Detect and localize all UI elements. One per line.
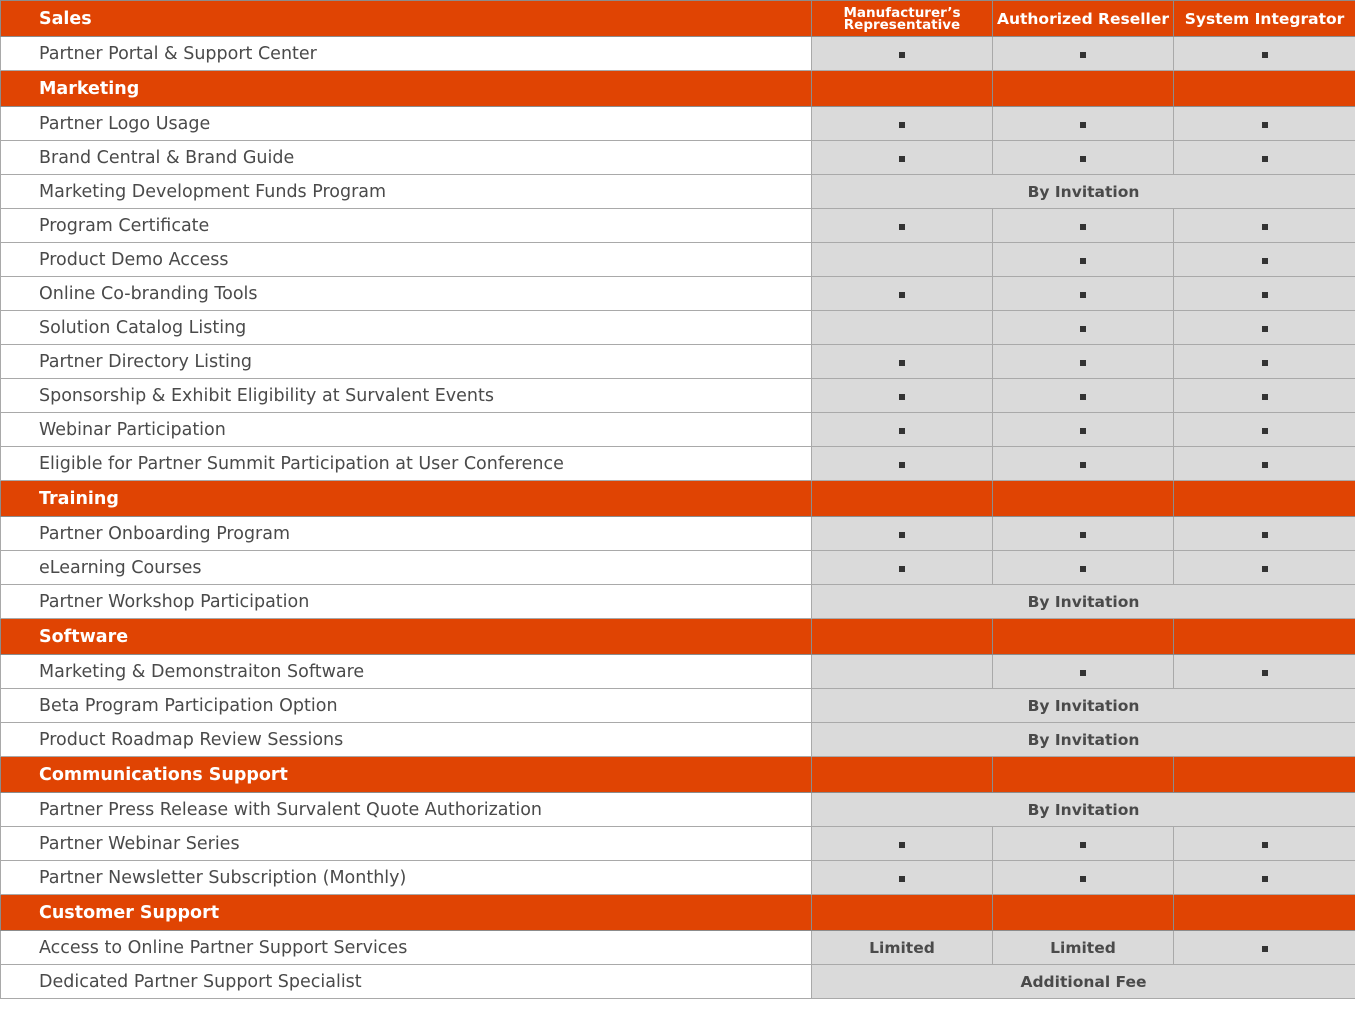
tier-cell-manufacturer-s-representative — [812, 141, 993, 175]
section-title: Communications Support — [1, 757, 812, 793]
tier-cell-authorized-reseller — [993, 517, 1174, 551]
tier-cell-authorized-reseller — [993, 447, 1174, 481]
tier-cell-authorized-reseller — [993, 141, 1174, 175]
included-bullet-icon — [1262, 292, 1268, 298]
tier-cell-manufacturer-s-representative — [812, 37, 993, 71]
tier-cell-system-integrator — [1174, 413, 1355, 447]
feature-label: Partner Newsletter Subscription (Monthly) — [1, 861, 812, 895]
included-bullet-icon — [1080, 292, 1086, 298]
section-row-training — [1, 481, 1355, 517]
availability-note: By Invitation — [1027, 801, 1140, 819]
table-row — [1, 277, 1355, 311]
feature-label: eLearning Courses — [1, 551, 812, 585]
table-row — [1, 517, 1355, 551]
included-bullet-icon — [899, 566, 905, 572]
tier-cell-system-integrator — [1174, 517, 1355, 551]
included-bullet-icon — [1262, 360, 1268, 366]
availability-note: Additional Fee — [1020, 973, 1147, 991]
table-row — [1, 379, 1355, 413]
included-bullet-icon — [1080, 156, 1086, 162]
availability-note-cell — [812, 585, 1355, 619]
tier-cell-manufacturer-s-representative — [812, 931, 993, 965]
table-row — [1, 861, 1355, 895]
section-fill-cell — [1174, 895, 1355, 931]
included-bullet-icon — [899, 532, 905, 538]
section-fill-cell — [812, 619, 993, 655]
included-bullet-icon — [1262, 842, 1268, 848]
included-bullet-icon — [899, 876, 905, 882]
tier-cell-system-integrator — [1174, 37, 1355, 71]
tier-cell-authorized-reseller — [993, 655, 1174, 689]
included-bullet-icon — [1262, 876, 1268, 882]
included-bullet-icon — [1080, 52, 1086, 58]
availability-note-cell — [812, 793, 1355, 827]
feature-label: Sponsorship & Exhibit Eligibility at Survalent Events — [1, 379, 812, 413]
section-row-communications-support — [1, 757, 1355, 793]
feature-label: Partner Webinar Series — [1, 827, 812, 861]
included-bullet-icon — [1080, 224, 1086, 230]
table-row — [1, 931, 1355, 965]
tier-cell-system-integrator — [1174, 243, 1355, 277]
tier-cell-authorized-reseller — [993, 379, 1174, 413]
included-bullet-icon — [899, 842, 905, 848]
section-fill-cell — [993, 757, 1174, 793]
tier-cell-manufacturer-s-representative — [812, 277, 993, 311]
availability-note: By Invitation — [1027, 697, 1140, 715]
included-bullet-icon — [1262, 258, 1268, 264]
column-header-authorized-reseller: Authorized Reseller — [993, 1, 1174, 37]
tier-cell-system-integrator — [1174, 827, 1355, 861]
tier-cell-system-integrator — [1174, 379, 1355, 413]
included-bullet-icon — [1262, 428, 1268, 434]
availability-note: By Invitation — [1027, 593, 1140, 611]
included-bullet-icon — [1080, 122, 1086, 128]
included-bullet-icon — [1262, 462, 1268, 468]
feature-label: Partner Press Release with Survalent Quote Authorization — [1, 793, 812, 827]
table-row — [1, 175, 1355, 209]
tier-cell-system-integrator — [1174, 655, 1355, 689]
tier-cell-system-integrator — [1174, 107, 1355, 141]
feature-label: Eligible for Partner Summit Participation at User Conference — [1, 447, 812, 481]
section-title: Software — [1, 619, 812, 655]
section-fill-cell — [993, 895, 1174, 931]
tier-cell-system-integrator — [1174, 931, 1355, 965]
included-bullet-icon — [1080, 394, 1086, 400]
section-fill-cell — [1174, 619, 1355, 655]
availability-note-cell — [812, 723, 1355, 757]
table-body — [1, 1, 1355, 999]
section-fill-cell — [1174, 481, 1355, 517]
tier-cell-system-integrator — [1174, 311, 1355, 345]
included-bullet-icon — [1080, 566, 1086, 572]
included-bullet-icon — [1262, 394, 1268, 400]
tier-cell-manufacturer-s-representative — [812, 551, 993, 585]
table-row — [1, 345, 1355, 379]
tier-value: Limited — [869, 939, 935, 957]
tier-cell-authorized-reseller — [993, 413, 1174, 447]
tier-cell-manufacturer-s-representative — [812, 311, 993, 345]
included-bullet-icon — [899, 156, 905, 162]
table-row — [1, 585, 1355, 619]
tier-cell-authorized-reseller — [993, 277, 1174, 311]
column-header-system-integrator: System Integrator — [1174, 1, 1355, 37]
table-row — [1, 793, 1355, 827]
feature-label: Marketing Development Funds Program — [1, 175, 812, 209]
section-fill-cell — [1174, 757, 1355, 793]
feature-label: Partner Logo Usage — [1, 107, 812, 141]
included-bullet-icon — [1262, 326, 1268, 332]
table-row — [1, 107, 1355, 141]
feature-label: Dedicated Partner Support Specialist — [1, 965, 812, 999]
tier-cell-authorized-reseller — [993, 37, 1174, 71]
table-row — [1, 413, 1355, 447]
section-title: Customer Support — [1, 895, 812, 931]
table-row — [1, 965, 1355, 999]
feature-label: Product Demo Access — [1, 243, 812, 277]
availability-note-cell — [812, 965, 1355, 999]
tier-cell-manufacturer-s-representative — [812, 107, 993, 141]
table-row — [1, 141, 1355, 175]
feature-label: Partner Directory Listing — [1, 345, 812, 379]
feature-label: Webinar Participation — [1, 413, 812, 447]
section-fill-cell — [812, 481, 993, 517]
feature-label: Solution Catalog Listing — [1, 311, 812, 345]
table-row — [1, 689, 1355, 723]
feature-label: Partner Workshop Participation — [1, 585, 812, 619]
included-bullet-icon — [1262, 156, 1268, 162]
tier-cell-authorized-reseller — [993, 311, 1174, 345]
included-bullet-icon — [1262, 52, 1268, 58]
feature-label: Brand Central & Brand Guide — [1, 141, 812, 175]
included-bullet-icon — [1262, 122, 1268, 128]
included-bullet-icon — [899, 122, 905, 128]
included-bullet-icon — [899, 428, 905, 434]
included-bullet-icon — [899, 394, 905, 400]
tier-cell-system-integrator — [1174, 551, 1355, 585]
tier-cell-authorized-reseller — [993, 107, 1174, 141]
table-row — [1, 655, 1355, 689]
tier-cell-manufacturer-s-representative — [812, 413, 993, 447]
section-fill-cell — [812, 71, 993, 107]
table-row — [1, 37, 1355, 71]
feature-label: Online Co-branding Tools — [1, 277, 812, 311]
included-bullet-icon — [1080, 462, 1086, 468]
section-row-sales — [1, 1, 1355, 37]
tier-cell-manufacturer-s-representative — [812, 209, 993, 243]
section-fill-cell — [993, 481, 1174, 517]
availability-note: By Invitation — [1027, 731, 1140, 749]
tier-cell-system-integrator — [1174, 141, 1355, 175]
feature-label: Marketing & Demonstraiton Software — [1, 655, 812, 689]
section-title: Training — [1, 481, 812, 517]
tier-cell-authorized-reseller — [993, 827, 1174, 861]
included-bullet-icon — [899, 360, 905, 366]
tier-cell-manufacturer-s-representative — [812, 517, 993, 551]
section-fill-cell — [1174, 71, 1355, 107]
availability-note-cell — [812, 175, 1355, 209]
tier-cell-manufacturer-s-representative — [812, 345, 993, 379]
included-bullet-icon — [899, 224, 905, 230]
tier-cell-system-integrator — [1174, 345, 1355, 379]
section-fill-cell — [993, 619, 1174, 655]
included-bullet-icon — [1080, 326, 1086, 332]
included-bullet-icon — [1080, 670, 1086, 676]
tier-cell-manufacturer-s-representative — [812, 447, 993, 481]
availability-note-cell — [812, 689, 1355, 723]
tier-cell-authorized-reseller — [993, 861, 1174, 895]
feature-label: Access to Online Partner Support Services — [1, 931, 812, 965]
tier-value: Limited — [1050, 939, 1116, 957]
tier-cell-authorized-reseller — [993, 243, 1174, 277]
table-row — [1, 723, 1355, 757]
feature-label: Program Certificate — [1, 209, 812, 243]
included-bullet-icon — [1080, 532, 1086, 538]
table-row — [1, 243, 1355, 277]
section-row-software — [1, 619, 1355, 655]
table-row — [1, 551, 1355, 585]
included-bullet-icon — [1080, 360, 1086, 366]
included-bullet-icon — [1262, 532, 1268, 538]
section-fill-cell — [812, 757, 993, 793]
included-bullet-icon — [1080, 842, 1086, 848]
tier-cell-system-integrator — [1174, 861, 1355, 895]
tier-cell-authorized-reseller — [993, 931, 1174, 965]
included-bullet-icon — [1080, 876, 1086, 882]
column-header-manufacturer-s-representative: Manufacturer’s Representative — [812, 1, 993, 37]
feature-label: Product Roadmap Review Sessions — [1, 723, 812, 757]
section-row-marketing — [1, 71, 1355, 107]
tier-cell-authorized-reseller — [993, 551, 1174, 585]
included-bullet-icon — [1262, 670, 1268, 676]
included-bullet-icon — [1262, 946, 1268, 952]
tier-cell-manufacturer-s-representative — [812, 827, 993, 861]
table-row — [1, 827, 1355, 861]
included-bullet-icon — [899, 292, 905, 298]
tier-cell-authorized-reseller — [993, 345, 1174, 379]
feature-label: Beta Program Participation Option — [1, 689, 812, 723]
tier-cell-system-integrator — [1174, 447, 1355, 481]
included-bullet-icon — [1262, 566, 1268, 572]
table-row — [1, 447, 1355, 481]
included-bullet-icon — [899, 462, 905, 468]
feature-label: Partner Onboarding Program — [1, 517, 812, 551]
tier-cell-manufacturer-s-representative — [812, 861, 993, 895]
included-bullet-icon — [1080, 428, 1086, 434]
section-fill-cell — [812, 895, 993, 931]
table-row — [1, 209, 1355, 243]
tier-cell-system-integrator — [1174, 209, 1355, 243]
tier-cell-manufacturer-s-representative — [812, 655, 993, 689]
tier-cell-authorized-reseller — [993, 209, 1174, 243]
section-fill-cell — [993, 71, 1174, 107]
tier-cell-manufacturer-s-representative — [812, 379, 993, 413]
included-bullet-icon — [1080, 258, 1086, 264]
feature-label: Partner Portal & Support Center — [1, 37, 812, 71]
tier-cell-manufacturer-s-representative — [812, 243, 993, 277]
table-row — [1, 311, 1355, 345]
section-title: Sales — [1, 1, 812, 37]
section-title: Marketing — [1, 71, 812, 107]
availability-note: By Invitation — [1027, 183, 1140, 201]
section-row-customer-support — [1, 895, 1355, 931]
included-bullet-icon — [1262, 224, 1268, 230]
tier-cell-system-integrator — [1174, 277, 1355, 311]
included-bullet-icon — [899, 52, 905, 58]
